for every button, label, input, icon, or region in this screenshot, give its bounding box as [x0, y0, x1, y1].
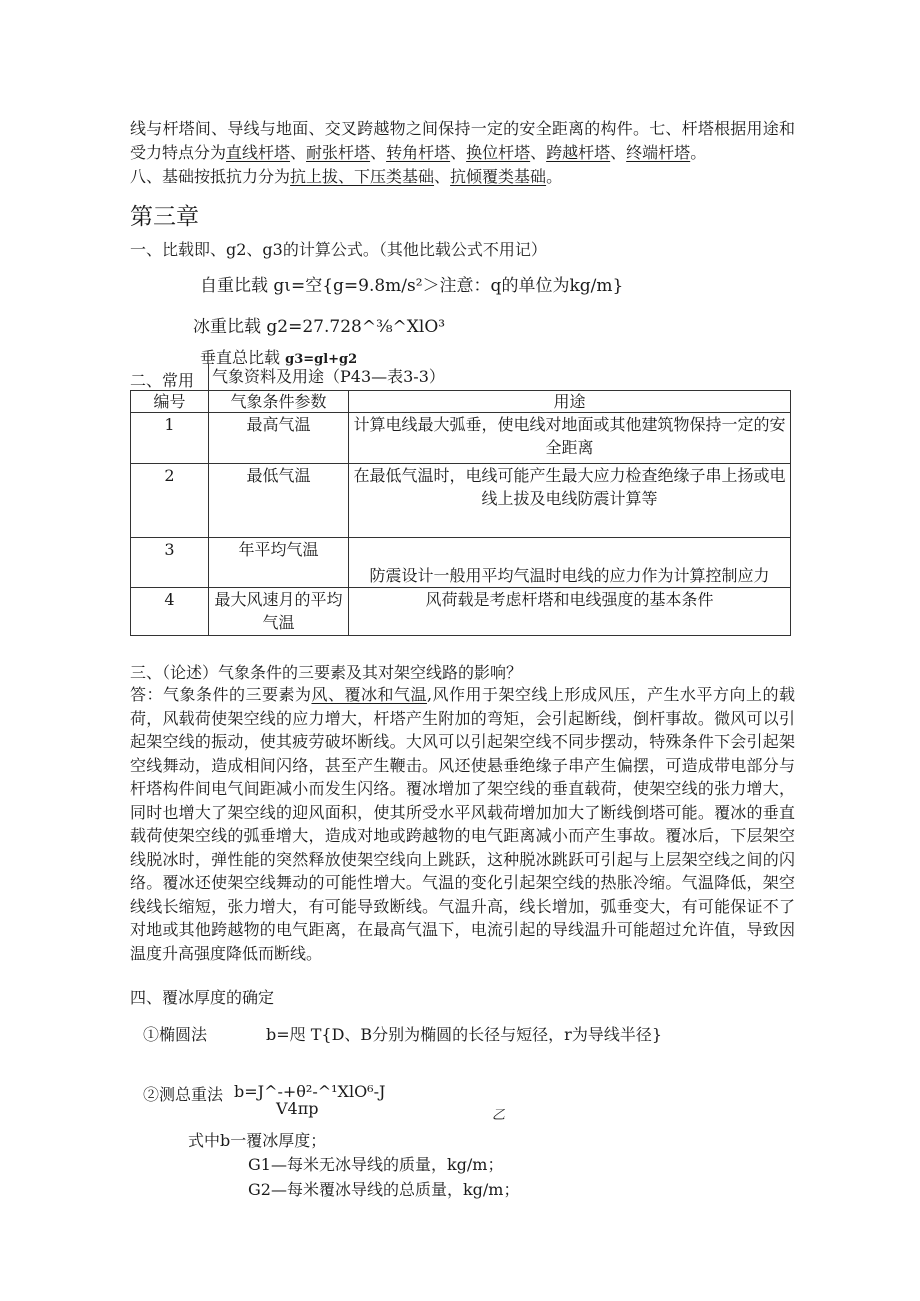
tower-type-5: 跨越杆塔	[546, 142, 611, 162]
row-usage: 计算电线最大弧垂，使电线对地面或其他建筑物保持一定的安全距离	[349, 413, 791, 464]
row-parameter: 最大风速月的平均气温	[209, 588, 349, 636]
section-3-answer: 答：气象条件的三要素为风、覆冰和气温,风作用于架空线上形成风压，产生水平方向上的载荷，风载荷使架空线的应力增大，杆塔产生附加的弯矩，会引起断线，倒杆事故。微风可以引起架空线的振动，使其疲劳破坏断线。大风可以引起架空线不同步摆动，特殊条件下会引起架空线舞动，造成相间闪络，甚至产生鞭击。风还使悬垂绝缘子串产生偏摆，可造成带电部分与杆塔构件间电气间距减小而发生闪络。覆冰增加了架空线的垂直载荷，使架空线的张力增大，同时也增大了架空线的迎风面积，使其所受水平风载荷增加加大了断线倒塔可能。覆冰的垂直载荷使架空线的弧垂增大，造成对地或跨越物的电气距离减小而产生事故。覆冰后，下层架空线脱冰时，弹性能的突然释放使架空线向上跳跃，这种脱冰跳跃可引起与上层架空线之间的闪络。覆冰还使架空线舞动的可能性增大。气温的变化引起架空线的热胀冷缩。气温降低，架空线线长缩短，张力增大，有可能导致断线。气温升高，线长增加，弧垂变大，有可能保证不了对地或其他跨越物的电气距离，在最高气温下，电流引起的导线温升可能超过允许值，导致因温度升高强度降低而断线。	[130, 685, 795, 963]
row-usage: 防震设计一般用平均气温时电线的应力作为计算控制应力	[349, 538, 791, 588]
tower-type-4: 换位杆塔	[466, 142, 531, 162]
method-2-formula: b=J^-+θ²-^¹XlO⁶-J	[234, 1082, 386, 1101]
tower-type-3: 转角杆塔	[386, 142, 451, 162]
chapter-title: 第三章	[130, 204, 199, 230]
row-parameter: 最高气温	[209, 413, 349, 464]
foundation-type-2: 抗倾覆类基础	[450, 167, 547, 186]
table-row	[131, 588, 791, 636]
formula-vertical-total: 垂直总比载 g3=gl+g2	[200, 348, 358, 367]
weather-elements: 风、覆冰和气温	[311, 685, 427, 704]
formula-vertical-total-expr: g3=gl+g2	[285, 352, 358, 367]
foundation-type-1: 抗上拔、下压类基础	[290, 167, 435, 186]
method-2-denominator: V4πp	[276, 1099, 319, 1118]
table-row	[131, 464, 791, 538]
formula-self-weight: 自重比载 gι=空{g=9.8m∕s²＞注意：q的单位为kg∕m}	[200, 276, 624, 296]
question-2-lead: 二、常用	[130, 371, 195, 390]
where-line: 式中b一覆冰厚度；	[188, 1131, 327, 1150]
row-number: 4	[131, 588, 209, 636]
question-1: 一、比载即、g2、g3的计算公式。（其他比载公式不用记）	[130, 240, 547, 259]
tower-type-2: 耐张杆塔	[306, 142, 371, 162]
row-number: 2	[131, 464, 209, 538]
section-3-question: 三、（论述）气象条件的三要素及其对架空线路的影响？	[130, 663, 523, 682]
header-parameter: 气象条件参数	[209, 391, 349, 413]
g2-definition: G2—每米覆冰导线的总质量，kg/m；	[248, 1180, 520, 1199]
weather-table	[130, 390, 791, 636]
row-parameter: 年平均气温	[209, 538, 349, 588]
table-header-row	[131, 391, 791, 413]
tower-type-6: 终端杆塔	[626, 142, 691, 162]
row-number: 3	[131, 538, 209, 588]
table-row	[131, 413, 791, 464]
section-4-title: 四、覆冰厚度的确定	[130, 988, 275, 1007]
g1-definition: G1—每米无冰导线的质量，kg/m；	[248, 1155, 504, 1174]
question-2-title: 气象资料及用途（P43—表3-3）	[208, 364, 445, 390]
tower-type-1: 直线杆塔	[226, 142, 291, 162]
method-1-formula: b=咫 T{D、B分别为椭圆的长径与短径，r为导线半径}	[266, 1025, 663, 1044]
foundation-line: 八、基础按抵抗力分为抗上拔、下压类基础、抗倾覆类基础。	[130, 167, 563, 186]
method-2-mark: 乙	[492, 1108, 506, 1123]
intro-text: 线与杆塔间、导线与地面、交叉跨越物之间保持一定的安全距离的构件。七、杆塔根据用途和受力特点分为	[130, 119, 795, 162]
intro-paragraph: 线与杆塔间、导线与地面、交叉跨越物之间保持一定的安全距离的构件。七、杆塔根据用途和受力特点分为直线杆塔、耐张杆塔、转角杆塔、换位杆塔、跨越杆塔、终端杆塔。	[130, 119, 795, 162]
method-2-label: ②测总重法	[143, 1085, 224, 1104]
row-parameter: 最低气温	[209, 464, 349, 538]
formula-ice-weight: 冰重比载 g2=27.728^⅜^XlO³	[193, 317, 446, 337]
table-row	[131, 538, 791, 588]
row-number: 1	[131, 413, 209, 464]
row-usage: 在最低气温时，电线可能产生最大应力检查绝缘子串上扬或电线上拔及电线防震计算等	[349, 464, 791, 538]
method-1-label: ①椭圆法	[143, 1025, 208, 1044]
header-usage: 用途	[349, 391, 791, 413]
row-usage: 风荷载是考虑杆塔和电线强度的基本条件	[349, 588, 791, 636]
header-number: 编号	[131, 391, 209, 413]
